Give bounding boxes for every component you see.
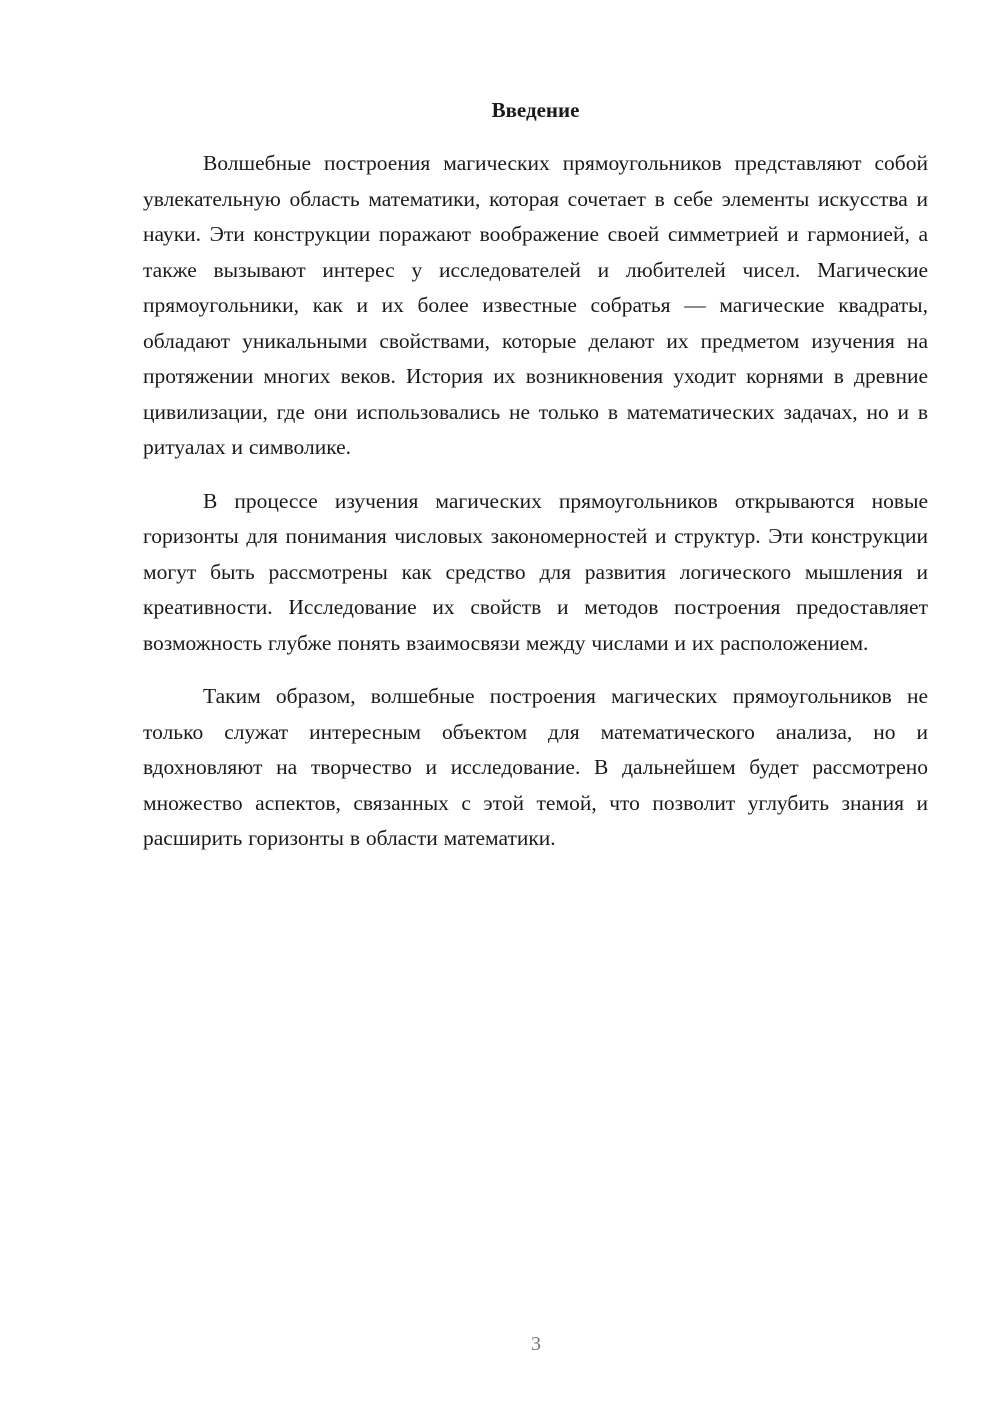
paragraph-3: Таким образом, волшебные построения магических прямоугольников не только служат интересным объектом для математического анализа, но и вдохновляют на творчество и исследование. В дальнейшем будет рассмотрено множество аспектов, связанных с этой темой, что позволит углубить знания и расширить горизонты в области математики. <box>143 684 928 850</box>
paragraph-2: В процессе изучения магических прямоугольников открываются новые горизонты для понимания числовых закономерностей и структур. Эти конструкции могут быть рассмотрены как средство для развития логического мышления и креативности. Исследование их свойств и методов построения предоставляет возможность глубже понять взаимосвязи между числами и их расположением. <box>143 488 928 655</box>
page-number: 3 <box>531 1333 541 1355</box>
page-content <box>143 92 928 857</box>
section-heading: Введение <box>491 98 580 122</box>
paragraph-1: Волшебные построения магических прямоугольников представляют собой увлекательную область математики, которая сочетает в себе элементы искусства и науки. Эти конструкции поражают воображение своей симметрией и гармонией, а также вызывают интерес у исследователей и любителей чисел. Магические прямоугольники, как и их более известные собратья — магические квадраты, обладают уникальными свойствами, которые делают их предметом изучения на протяжении многих веков. История их возникновения уходит корнями в древние цивилизации, где они использовались не только в математических задачах, но и в ритуалах и символике. <box>143 151 928 459</box>
